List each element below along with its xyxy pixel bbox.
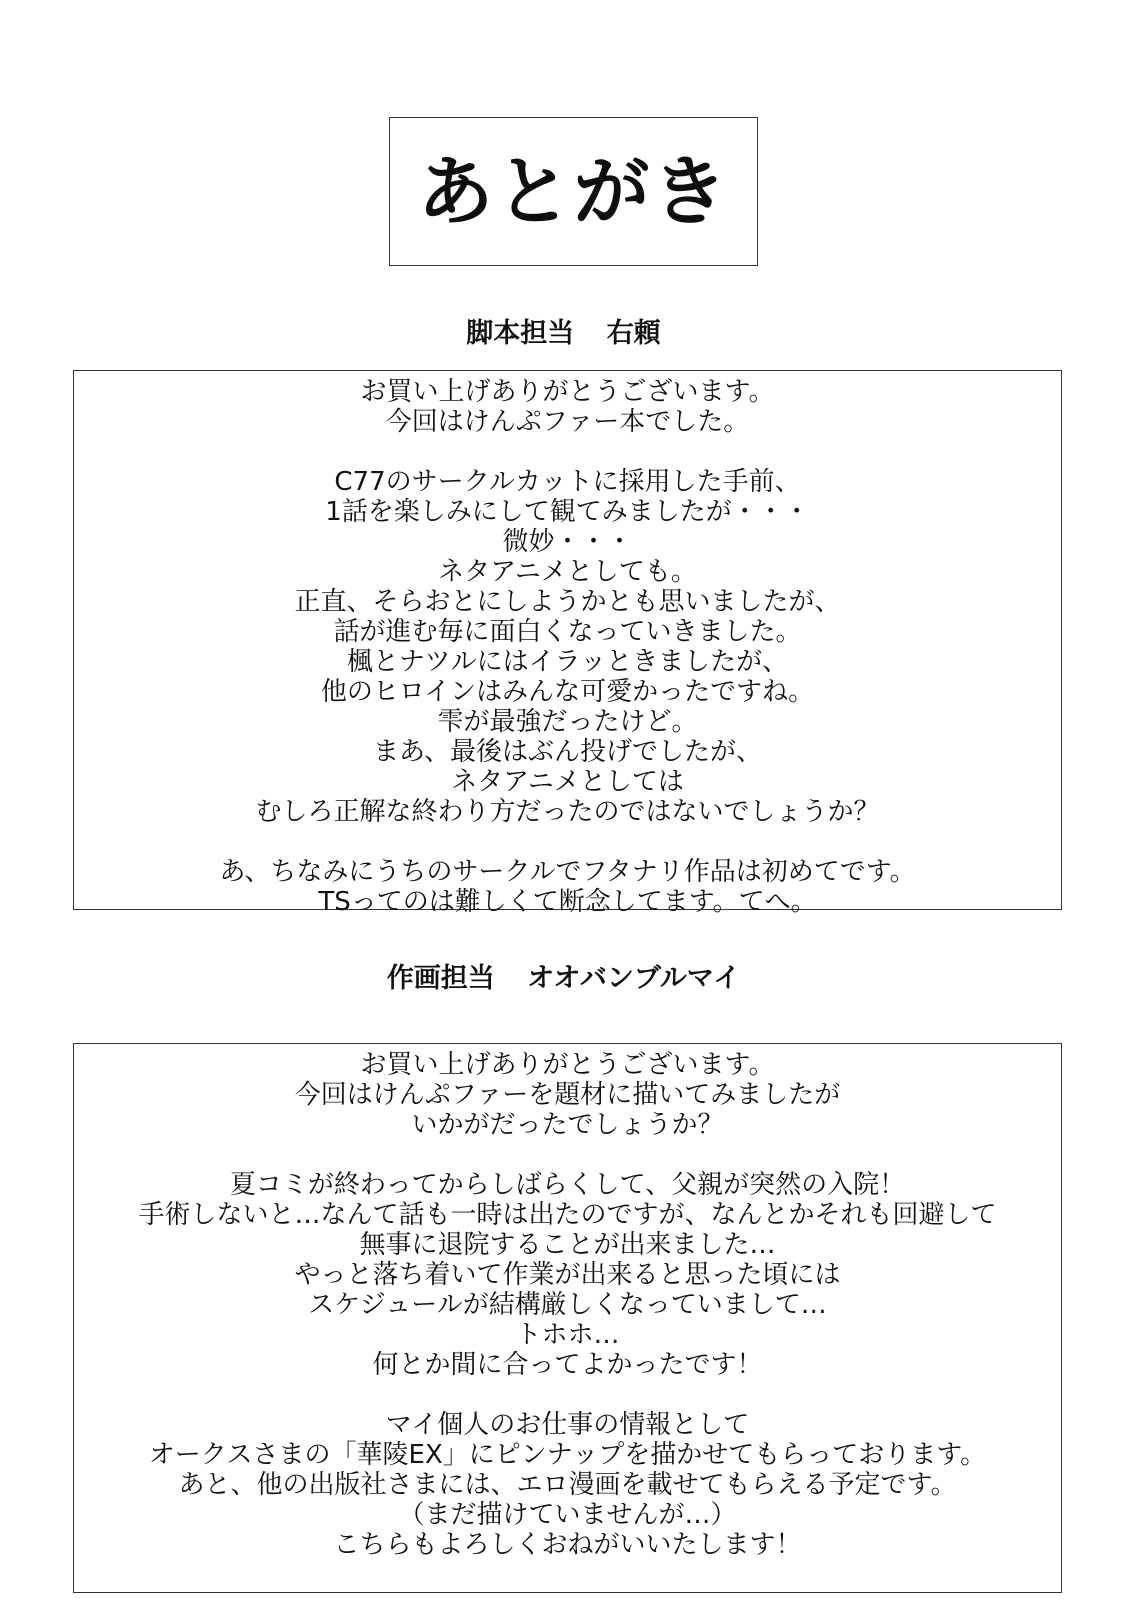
section-role: 作画担当 (386, 963, 495, 994)
message-line: オークスさまの「華陵EX」にピンナップを描かせてもらっております。 (148, 1440, 987, 1470)
message-line: マイ個人のお仕事の情報として (385, 1410, 750, 1440)
message-line: 雫が最強だったけど。 (437, 707, 698, 737)
message-line: 楓とナツルにはイラッときましたが、 (346, 647, 789, 677)
message-line: 何とか間に合ってよかったです！ (372, 1350, 763, 1380)
section-author: オオバンブルマイ (527, 963, 741, 994)
message-line (74, 437, 1061, 467)
section-heading-art (0, 965, 1127, 992)
message-line: 正直、そらおとにしようかとも思いましたが、 (294, 587, 841, 617)
message-line: やっと落ち着いて作業が出来ると思った頃には (294, 1260, 841, 1290)
message-line (74, 1380, 1061, 1410)
message-lines (74, 1050, 1061, 1560)
message-line: 1話を楽しみにして観てみましたが・・・ (325, 497, 810, 527)
message-line: 他のヒロインはみんな可愛かったですね。 (320, 677, 815, 707)
message-line: 今回はけんぷファーを題材に描いてみましたが (294, 1080, 841, 1110)
message-line: （まだ描けていませんが…） (398, 1500, 737, 1530)
message-line: 夏コミが終わってからしばらくして、父親が突然の入院！ (229, 1170, 906, 1200)
message-line: スケジュールが結構厳しくなっていまして… (308, 1290, 827, 1320)
section-role: 脚本担当 (466, 318, 575, 349)
message-line: お買い上げありがとうございます。 (360, 1050, 775, 1080)
message-line (74, 827, 1061, 857)
message-box-script (73, 370, 1062, 917)
message-line: 微妙・・・ (502, 527, 633, 557)
message-line: 話が進む毎に面白くなっていきました。 (333, 617, 802, 647)
message-line: トホホ… (515, 1320, 620, 1350)
page-title: あとがき (417, 146, 730, 236)
message-line: いかがだったでしょうか？ (411, 1110, 724, 1140)
section-author: 右頼 (606, 318, 661, 349)
message-line: こちらもよろしくおねがいいたします！ (333, 1530, 802, 1560)
message-line (74, 1140, 1061, 1170)
message-line: あ、ちなみにうちのサークルでフタナリ作品は初めてです。 (219, 857, 916, 887)
message-line: まあ、最後はぶん投げでしたが、 (373, 737, 762, 767)
message-line: 手術しないと…なんて話も一時は出たのですが、なんとかそれも回避して (138, 1200, 997, 1230)
message-line: お買い上げありがとうございます。 (360, 377, 775, 407)
message-lines (74, 377, 1061, 917)
section-heading-script (0, 320, 1127, 347)
message-line: C77のサークルカットに採用した手前、 (334, 467, 801, 497)
message-line: 今回はけんぷファー本でした。 (385, 407, 750, 437)
message-line: むしろ正解な終わり方だったのではないでしょうか？ (255, 797, 880, 827)
message-line: あと、他の出版社さまには、エロ漫画を載せてもらえる予定です。 (178, 1470, 957, 1500)
title-box (389, 117, 758, 266)
message-line: ネタアニメとしては (451, 767, 684, 797)
message-line: TSってのは難しくて断念してます。てへ。 (318, 887, 817, 917)
message-line: 無事に退院することが出来ました… (359, 1230, 776, 1260)
message-line: ネタアニメとしても。 (438, 557, 697, 587)
message-box-art (73, 1043, 1062, 1593)
